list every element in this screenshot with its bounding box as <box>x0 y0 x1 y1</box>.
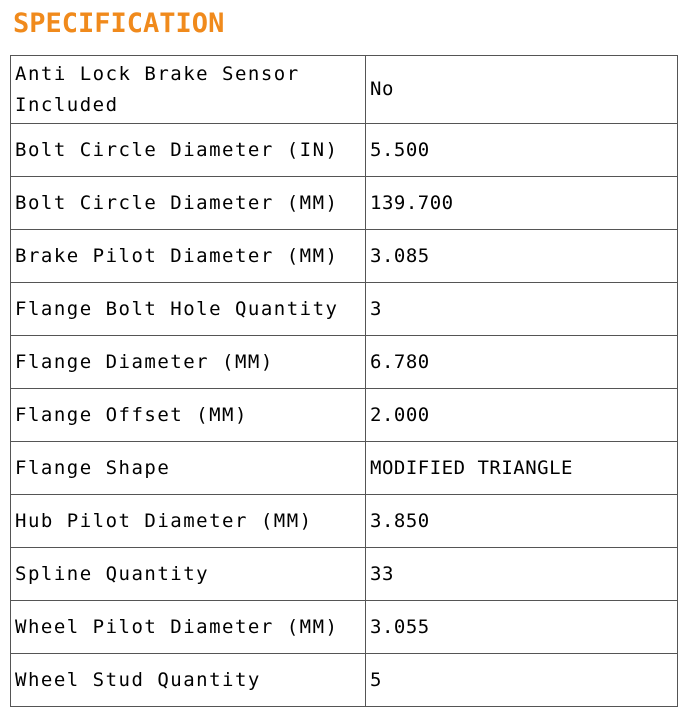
table-row <box>11 336 678 389</box>
spec-value: 3.055 <box>366 601 678 654</box>
spec-value: 139.700 <box>366 177 678 230</box>
table-row <box>11 654 678 707</box>
spec-label: Flange Bolt Hole Quantity <box>11 283 366 336</box>
table-row <box>11 230 678 283</box>
spec-label: Wheel Stud Quantity <box>11 654 366 707</box>
spec-label: Anti Lock Brake Sensor Included <box>11 56 366 124</box>
table-row <box>11 548 678 601</box>
spec-label: Flange Offset (MM) <box>11 389 366 442</box>
spec-value: MODIFIED TRIANGLE <box>366 442 678 495</box>
spec-value: 3 <box>366 283 678 336</box>
spec-value: 2.000 <box>366 389 678 442</box>
spec-label: Bolt Circle Diameter (IN) <box>11 124 366 177</box>
spec-value: 5 <box>366 654 678 707</box>
spec-label: Brake Pilot Diameter (MM) <box>11 230 366 283</box>
spec-label: Spline Quantity <box>11 548 366 601</box>
spec-value: 3.850 <box>366 495 678 548</box>
specification-table <box>10 55 678 707</box>
spec-value: 3.085 <box>366 230 678 283</box>
table-row <box>11 177 678 230</box>
spec-label: Flange Shape <box>11 442 366 495</box>
spec-label: Bolt Circle Diameter (MM) <box>11 177 366 230</box>
spec-value: 6.780 <box>366 336 678 389</box>
table-row <box>11 601 678 654</box>
spec-value: No <box>366 56 678 124</box>
table-row <box>11 442 678 495</box>
table-row <box>11 56 678 124</box>
spec-label: Wheel Pilot Diameter (MM) <box>11 601 366 654</box>
spec-value: 33 <box>366 548 678 601</box>
table-row <box>11 283 678 336</box>
table-row <box>11 495 678 548</box>
table-row <box>11 124 678 177</box>
page-title: SPECIFICATION <box>13 8 225 39</box>
table-row <box>11 389 678 442</box>
spec-label: Flange Diameter (MM) <box>11 336 366 389</box>
spec-label: Hub Pilot Diameter (MM) <box>11 495 366 548</box>
spec-value: 5.500 <box>366 124 678 177</box>
